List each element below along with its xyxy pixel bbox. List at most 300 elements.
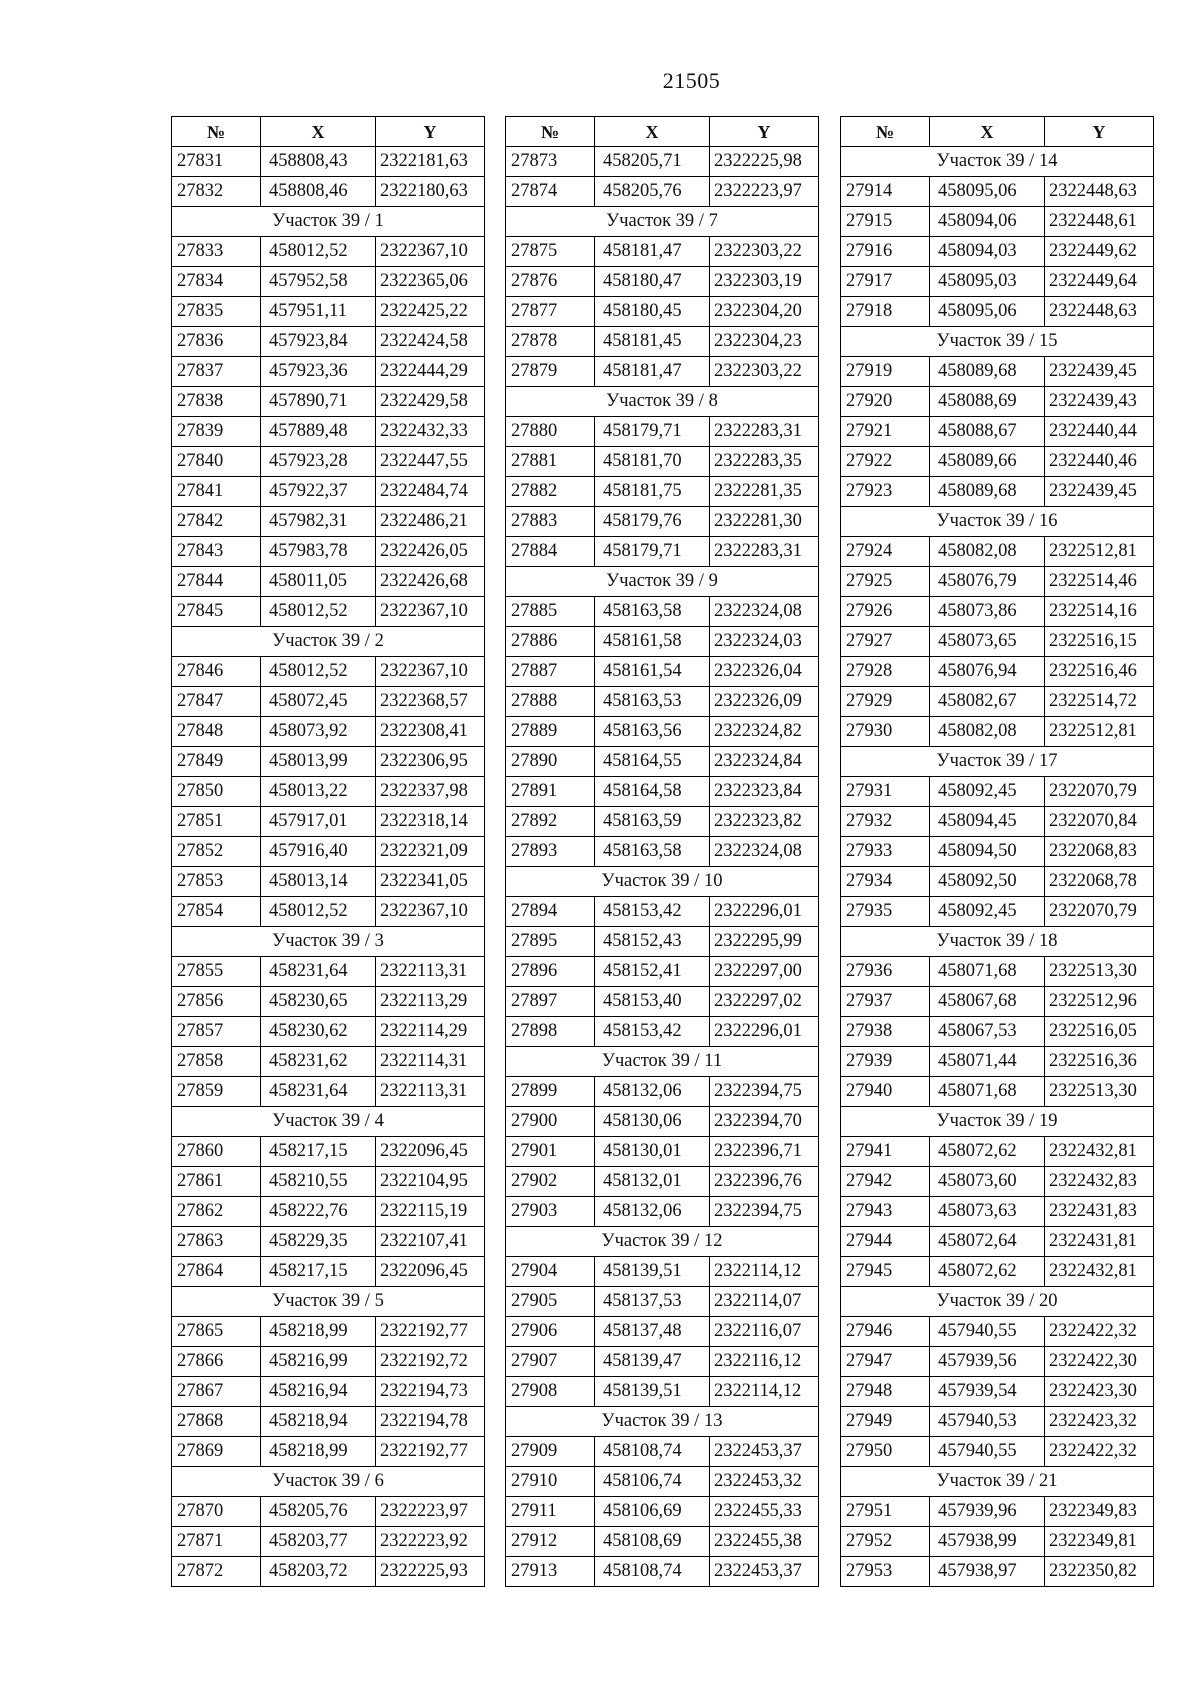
x-coordinate-cell: 458013,99 — [261, 747, 376, 777]
point-number-cell: 27870 — [172, 1497, 261, 1527]
x-coordinate-cell: 457983,78 — [261, 537, 376, 567]
table-header-row — [172, 117, 485, 147]
table-row — [172, 147, 485, 177]
y-coordinate-cell: 2322180,63 — [376, 177, 485, 207]
x-coordinate-cell: 457923,36 — [261, 357, 376, 387]
y-coordinate-cell: 2322449,62 — [1045, 237, 1154, 267]
table-row — [506, 267, 819, 297]
x-coordinate-cell: 458180,47 — [595, 267, 710, 297]
x-coordinate-cell: 458153,40 — [595, 987, 710, 1017]
table-row — [506, 1317, 819, 1347]
table-row — [506, 777, 819, 807]
x-coordinate-cell: 457890,71 — [261, 387, 376, 417]
table-row — [506, 357, 819, 387]
x-coordinate-cell: 458012,52 — [261, 657, 376, 687]
x-coordinate-cell: 458231,64 — [261, 957, 376, 987]
section-title: Участок 39 / 9 — [506, 567, 819, 597]
section-title: Участок 39 / 21 — [841, 1467, 1154, 1497]
point-number-cell: 27896 — [506, 957, 595, 987]
table-row — [506, 507, 819, 537]
point-number-cell: 27908 — [506, 1377, 595, 1407]
table-row — [172, 1047, 485, 1077]
table-row — [172, 1527, 485, 1557]
table-row — [841, 237, 1154, 267]
point-number-cell: 27895 — [506, 927, 595, 957]
point-number-cell: 27880 — [506, 417, 595, 447]
y-coordinate-cell: 2322324,08 — [710, 837, 819, 867]
header-number: № — [841, 117, 930, 147]
x-coordinate-cell: 457923,84 — [261, 327, 376, 357]
point-number-cell: 27927 — [841, 627, 930, 657]
y-coordinate-cell: 2322439,45 — [1045, 477, 1154, 507]
table-row — [841, 1167, 1154, 1197]
point-number-cell: 27847 — [172, 687, 261, 717]
table-row — [172, 327, 485, 357]
point-number-cell: 27856 — [172, 987, 261, 1017]
x-coordinate-cell: 458229,35 — [261, 1227, 376, 1257]
point-number-cell: 27933 — [841, 837, 930, 867]
section-title: Участок 39 / 17 — [841, 747, 1154, 777]
point-number-cell: 27833 — [172, 237, 261, 267]
x-coordinate-cell: 458179,71 — [595, 537, 710, 567]
point-number-cell: 27914 — [841, 177, 930, 207]
table-row — [506, 687, 819, 717]
x-coordinate-cell: 458153,42 — [595, 1017, 710, 1047]
header-number: № — [506, 117, 595, 147]
x-coordinate-cell: 458161,58 — [595, 627, 710, 657]
y-coordinate-cell: 2322449,64 — [1045, 267, 1154, 297]
y-coordinate-cell: 2322349,83 — [1045, 1497, 1154, 1527]
table-row — [506, 1527, 819, 1557]
point-number-cell: 27931 — [841, 777, 930, 807]
section-title: Участок 39 / 7 — [506, 207, 819, 237]
y-coordinate-cell: 2322394,70 — [710, 1107, 819, 1137]
x-coordinate-cell: 457952,58 — [261, 267, 376, 297]
point-number-cell: 27922 — [841, 447, 930, 477]
x-coordinate-cell: 458808,46 — [261, 177, 376, 207]
x-coordinate-cell: 458132,01 — [595, 1167, 710, 1197]
x-coordinate-cell: 458161,54 — [595, 657, 710, 687]
x-coordinate-cell: 458088,69 — [930, 387, 1045, 417]
x-coordinate-cell: 458012,52 — [261, 897, 376, 927]
x-coordinate-cell: 457922,37 — [261, 477, 376, 507]
x-coordinate-cell: 458072,62 — [930, 1257, 1045, 1287]
table-row — [506, 327, 819, 357]
section-row — [506, 567, 819, 597]
x-coordinate-cell: 458181,75 — [595, 477, 710, 507]
table-row — [506, 1107, 819, 1137]
point-number-cell: 27905 — [506, 1287, 595, 1317]
point-number-cell: 27868 — [172, 1407, 261, 1437]
point-number-cell: 27907 — [506, 1347, 595, 1377]
point-number-cell: 27945 — [841, 1257, 930, 1287]
x-coordinate-cell: 458203,72 — [261, 1557, 376, 1587]
table-row — [841, 657, 1154, 687]
y-coordinate-cell: 2322096,45 — [376, 1257, 485, 1287]
table-row — [841, 387, 1154, 417]
x-coordinate-cell: 458108,74 — [595, 1557, 710, 1587]
x-coordinate-cell: 458163,53 — [595, 687, 710, 717]
point-number-cell: 27923 — [841, 477, 930, 507]
y-coordinate-cell: 2322422,32 — [1045, 1317, 1154, 1347]
y-coordinate-cell: 2322396,71 — [710, 1137, 819, 1167]
y-coordinate-cell: 2322323,84 — [710, 777, 819, 807]
x-coordinate-cell: 458163,59 — [595, 807, 710, 837]
table-row — [506, 1347, 819, 1377]
header-x: X — [261, 117, 376, 147]
table-row — [841, 207, 1154, 237]
y-coordinate-cell: 2322396,76 — [710, 1167, 819, 1197]
point-number-cell: 27903 — [506, 1197, 595, 1227]
point-number-cell: 27912 — [506, 1527, 595, 1557]
y-coordinate-cell: 2322324,08 — [710, 597, 819, 627]
y-coordinate-cell: 2322192,77 — [376, 1317, 485, 1347]
point-number-cell: 27900 — [506, 1107, 595, 1137]
section-row — [172, 627, 485, 657]
x-coordinate-cell: 458092,50 — [930, 867, 1045, 897]
point-number-cell: 27850 — [172, 777, 261, 807]
y-coordinate-cell: 2322514,16 — [1045, 597, 1154, 627]
table-row — [506, 1167, 819, 1197]
x-coordinate-cell: 458231,64 — [261, 1077, 376, 1107]
y-coordinate-cell: 2322453,37 — [710, 1557, 819, 1587]
y-coordinate-cell: 2322304,20 — [710, 297, 819, 327]
point-number-cell: 27937 — [841, 987, 930, 1017]
point-number-cell: 27938 — [841, 1017, 930, 1047]
y-coordinate-cell: 2322426,68 — [376, 567, 485, 597]
section-row — [172, 1467, 485, 1497]
table-row — [172, 357, 485, 387]
table-row — [172, 1257, 485, 1287]
x-coordinate-cell: 458152,41 — [595, 957, 710, 987]
y-coordinate-cell: 2322181,63 — [376, 147, 485, 177]
x-coordinate-cell: 458073,63 — [930, 1197, 1045, 1227]
table-row — [841, 447, 1154, 477]
point-number-cell: 27951 — [841, 1497, 930, 1527]
coordinates-table-1 — [171, 116, 485, 1587]
point-number-cell: 27865 — [172, 1317, 261, 1347]
point-number-cell: 27924 — [841, 537, 930, 567]
point-number-cell: 27879 — [506, 357, 595, 387]
point-number-cell: 27851 — [172, 807, 261, 837]
x-coordinate-cell: 458216,94 — [261, 1377, 376, 1407]
table-row — [172, 777, 485, 807]
x-coordinate-cell: 458808,43 — [261, 147, 376, 177]
section-row — [506, 1407, 819, 1437]
x-coordinate-cell: 458092,45 — [930, 897, 1045, 927]
x-coordinate-cell: 458152,43 — [595, 927, 710, 957]
point-number-cell: 27899 — [506, 1077, 595, 1107]
table-row — [841, 1377, 1154, 1407]
coordinates-table-3 — [840, 116, 1154, 1587]
table-row — [172, 1167, 485, 1197]
y-coordinate-cell: 2322114,12 — [710, 1377, 819, 1407]
y-coordinate-cell: 2322281,35 — [710, 477, 819, 507]
x-coordinate-cell: 458180,45 — [595, 297, 710, 327]
y-coordinate-cell: 2322423,30 — [1045, 1377, 1154, 1407]
point-number-cell: 27941 — [841, 1137, 930, 1167]
point-number-cell: 27835 — [172, 297, 261, 327]
point-number-cell: 27872 — [172, 1557, 261, 1587]
y-coordinate-cell: 2322326,04 — [710, 657, 819, 687]
x-coordinate-cell: 457939,96 — [930, 1497, 1045, 1527]
point-number-cell: 27858 — [172, 1047, 261, 1077]
header-number: № — [172, 117, 261, 147]
x-coordinate-cell: 458179,71 — [595, 417, 710, 447]
header-y: Y — [1045, 117, 1154, 147]
table-row — [172, 597, 485, 627]
point-number-cell: 27943 — [841, 1197, 930, 1227]
y-coordinate-cell: 2322107,41 — [376, 1227, 485, 1257]
table-row — [841, 177, 1154, 207]
table-row — [506, 927, 819, 957]
point-number-cell: 27894 — [506, 897, 595, 927]
point-number-cell: 27929 — [841, 687, 930, 717]
y-coordinate-cell: 2322297,00 — [710, 957, 819, 987]
x-coordinate-cell: 458218,94 — [261, 1407, 376, 1437]
point-number-cell: 27889 — [506, 717, 595, 747]
point-number-cell: 27932 — [841, 807, 930, 837]
table-row — [841, 297, 1154, 327]
table-row — [506, 957, 819, 987]
y-coordinate-cell: 2322447,55 — [376, 447, 485, 477]
table-row — [841, 1257, 1154, 1287]
x-coordinate-cell: 458095,06 — [930, 297, 1045, 327]
table-row — [506, 1197, 819, 1227]
point-number-cell: 27871 — [172, 1527, 261, 1557]
table-row — [841, 537, 1154, 567]
point-number-cell: 27898 — [506, 1017, 595, 1047]
point-number-cell: 27834 — [172, 267, 261, 297]
point-number-cell: 27902 — [506, 1167, 595, 1197]
y-coordinate-cell: 2322116,07 — [710, 1317, 819, 1347]
y-coordinate-cell: 2322296,01 — [710, 897, 819, 927]
x-coordinate-cell: 458013,14 — [261, 867, 376, 897]
point-number-cell: 27911 — [506, 1497, 595, 1527]
x-coordinate-cell: 457916,40 — [261, 837, 376, 867]
y-coordinate-cell: 2322225,98 — [710, 147, 819, 177]
x-coordinate-cell: 458203,77 — [261, 1527, 376, 1557]
y-coordinate-cell: 2322484,74 — [376, 477, 485, 507]
table-row — [506, 237, 819, 267]
y-coordinate-cell: 2322192,77 — [376, 1437, 485, 1467]
table-row — [841, 1077, 1154, 1107]
x-coordinate-cell: 458082,08 — [930, 537, 1045, 567]
table-row — [506, 1557, 819, 1587]
x-coordinate-cell: 458216,99 — [261, 1347, 376, 1377]
x-coordinate-cell: 458230,65 — [261, 987, 376, 1017]
y-coordinate-cell: 2322486,21 — [376, 507, 485, 537]
y-coordinate-cell: 2322439,43 — [1045, 387, 1154, 417]
y-coordinate-cell: 2322306,95 — [376, 747, 485, 777]
point-number-cell: 27846 — [172, 657, 261, 687]
table-row — [172, 1137, 485, 1167]
table-row — [172, 1197, 485, 1227]
section-row — [506, 1227, 819, 1257]
point-number-cell: 27952 — [841, 1527, 930, 1557]
point-number-cell: 27841 — [172, 477, 261, 507]
table-row — [172, 1017, 485, 1047]
table-row — [841, 417, 1154, 447]
table-row — [841, 1407, 1154, 1437]
table-row — [841, 627, 1154, 657]
y-coordinate-cell: 2322104,95 — [376, 1167, 485, 1197]
table-row — [172, 1497, 485, 1527]
point-number-cell: 27946 — [841, 1317, 930, 1347]
point-number-cell: 27859 — [172, 1077, 261, 1107]
y-coordinate-cell: 2322225,93 — [376, 1557, 485, 1587]
table-row — [841, 1557, 1154, 1587]
header-y: Y — [376, 117, 485, 147]
x-coordinate-cell: 458164,55 — [595, 747, 710, 777]
x-coordinate-cell: 458076,94 — [930, 657, 1045, 687]
section-row — [841, 1467, 1154, 1497]
x-coordinate-cell: 457938,99 — [930, 1527, 1045, 1557]
x-coordinate-cell: 458164,58 — [595, 777, 710, 807]
x-coordinate-cell: 457939,54 — [930, 1377, 1045, 1407]
point-number-cell: 27853 — [172, 867, 261, 897]
table-row — [506, 807, 819, 837]
y-coordinate-cell: 2322512,81 — [1045, 717, 1154, 747]
section-row — [506, 387, 819, 417]
y-coordinate-cell: 2322513,30 — [1045, 957, 1154, 987]
y-coordinate-cell: 2322512,81 — [1045, 537, 1154, 567]
x-coordinate-cell: 458094,45 — [930, 807, 1045, 837]
y-coordinate-cell: 2322423,32 — [1045, 1407, 1154, 1437]
y-coordinate-cell: 2322368,57 — [376, 687, 485, 717]
x-coordinate-cell: 458132,06 — [595, 1197, 710, 1227]
point-number-cell: 27947 — [841, 1347, 930, 1377]
table-row — [172, 897, 485, 927]
point-number-cell: 27892 — [506, 807, 595, 837]
y-coordinate-cell: 2322431,81 — [1045, 1227, 1154, 1257]
x-coordinate-cell: 458089,68 — [930, 357, 1045, 387]
table-row — [841, 1527, 1154, 1557]
table-row — [172, 447, 485, 477]
table-row — [172, 1557, 485, 1587]
x-coordinate-cell: 458094,50 — [930, 837, 1045, 867]
table-row — [506, 1467, 819, 1497]
section-title: Участок 39 / 5 — [172, 1287, 485, 1317]
point-number-cell: 27863 — [172, 1227, 261, 1257]
point-number-cell: 27884 — [506, 537, 595, 567]
point-number-cell: 27887 — [506, 657, 595, 687]
y-coordinate-cell: 2322070,79 — [1045, 777, 1154, 807]
x-coordinate-cell: 457982,31 — [261, 507, 376, 537]
point-number-cell: 27885 — [506, 597, 595, 627]
x-coordinate-cell: 458072,64 — [930, 1227, 1045, 1257]
point-number-cell: 27934 — [841, 867, 930, 897]
y-coordinate-cell: 2322367,10 — [376, 237, 485, 267]
y-coordinate-cell: 2322440,44 — [1045, 417, 1154, 447]
table-row — [506, 1437, 819, 1467]
x-coordinate-cell: 457889,48 — [261, 417, 376, 447]
y-coordinate-cell: 2322432,33 — [376, 417, 485, 447]
x-coordinate-cell: 458072,62 — [930, 1137, 1045, 1167]
point-number-cell: 27849 — [172, 747, 261, 777]
x-coordinate-cell: 458222,76 — [261, 1197, 376, 1227]
x-coordinate-cell: 458108,74 — [595, 1437, 710, 1467]
table-row — [172, 567, 485, 597]
table-row — [172, 537, 485, 567]
table-row — [841, 1137, 1154, 1167]
table-row — [841, 717, 1154, 747]
x-coordinate-cell: 458231,62 — [261, 1047, 376, 1077]
section-title: Участок 39 / 4 — [172, 1107, 485, 1137]
table-row — [172, 987, 485, 1017]
table-row — [172, 717, 485, 747]
y-coordinate-cell: 2322296,01 — [710, 1017, 819, 1047]
table-row — [841, 987, 1154, 1017]
section-row — [172, 1287, 485, 1317]
table-row — [841, 867, 1154, 897]
table-row — [172, 387, 485, 417]
section-row — [172, 1107, 485, 1137]
point-number-cell: 27921 — [841, 417, 930, 447]
x-coordinate-cell: 457938,97 — [930, 1557, 1045, 1587]
x-coordinate-cell: 458012,52 — [261, 597, 376, 627]
x-coordinate-cell: 458163,58 — [595, 597, 710, 627]
point-number-cell: 27876 — [506, 267, 595, 297]
point-number-cell: 27878 — [506, 327, 595, 357]
y-coordinate-cell: 2322448,63 — [1045, 297, 1154, 327]
point-number-cell: 27897 — [506, 987, 595, 1017]
table-row — [172, 1347, 485, 1377]
section-row — [841, 927, 1154, 957]
y-coordinate-cell: 2322114,07 — [710, 1287, 819, 1317]
point-number-cell: 27906 — [506, 1317, 595, 1347]
x-coordinate-cell: 458181,47 — [595, 237, 710, 267]
table-row — [172, 297, 485, 327]
table-row — [172, 837, 485, 867]
table-row — [172, 1317, 485, 1347]
table-row — [506, 1077, 819, 1107]
y-coordinate-cell: 2322324,84 — [710, 747, 819, 777]
y-coordinate-cell: 2322304,23 — [710, 327, 819, 357]
y-coordinate-cell: 2322194,73 — [376, 1377, 485, 1407]
y-coordinate-cell: 2322324,82 — [710, 717, 819, 747]
point-number-cell: 27928 — [841, 657, 930, 687]
point-number-cell: 27883 — [506, 507, 595, 537]
y-coordinate-cell: 2322367,10 — [376, 597, 485, 627]
y-coordinate-cell: 2322341,05 — [376, 867, 485, 897]
y-coordinate-cell: 2322303,19 — [710, 267, 819, 297]
x-coordinate-cell: 458163,56 — [595, 717, 710, 747]
y-coordinate-cell: 2322448,63 — [1045, 177, 1154, 207]
point-number-cell: 27949 — [841, 1407, 930, 1437]
table-row — [172, 867, 485, 897]
table-row — [172, 957, 485, 987]
point-number-cell: 27913 — [506, 1557, 595, 1587]
section-title: Участок 39 / 8 — [506, 387, 819, 417]
point-number-cell: 27869 — [172, 1437, 261, 1467]
point-number-cell: 27861 — [172, 1167, 261, 1197]
x-coordinate-cell: 457917,01 — [261, 807, 376, 837]
point-number-cell: 27901 — [506, 1137, 595, 1167]
x-coordinate-cell: 458073,65 — [930, 627, 1045, 657]
y-coordinate-cell: 2322422,30 — [1045, 1347, 1154, 1377]
x-coordinate-cell: 458073,60 — [930, 1167, 1045, 1197]
point-number-cell: 27837 — [172, 357, 261, 387]
y-coordinate-cell: 2322439,45 — [1045, 357, 1154, 387]
point-number-cell: 27852 — [172, 837, 261, 867]
coordinates-table-2 — [505, 116, 819, 1587]
table-row — [841, 567, 1154, 597]
y-coordinate-cell: 2322512,96 — [1045, 987, 1154, 1017]
section-row — [841, 1287, 1154, 1317]
y-coordinate-cell: 2322440,46 — [1045, 447, 1154, 477]
section-row — [841, 1107, 1154, 1137]
